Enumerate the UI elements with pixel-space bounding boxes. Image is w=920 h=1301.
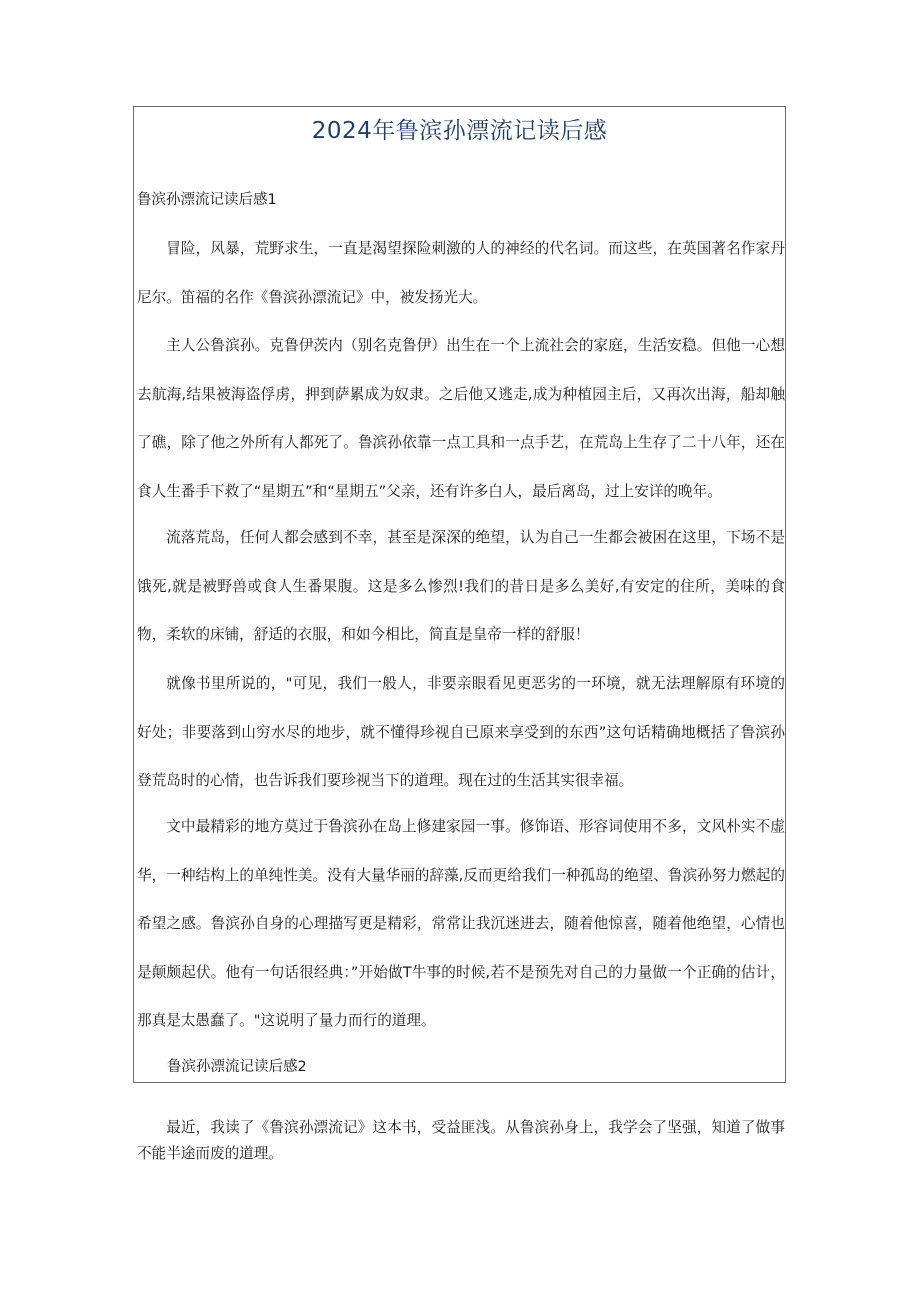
- document-title: 2024年鲁滨孙漂流记读后感: [311, 118, 608, 144]
- paragraph-2: 主人公鲁滨孙。克鲁伊茨内（别名克鲁伊）出生在一个上流社会的家庭，生活安稳。但他一心想去航海,结果被海盗俘虏，押到萨累成为奴隶。之后他又逃走,成为种植园主后，又再次出海，船却触了礁，除了他之外所有人都死了。鲁滨孙依靠一点工具和一点手艺，在荒岛上生存了二十八年，还在食人生番手下救了“星期五”和“星期五”父亲，还有许多白人，最后离岛，过上安详的晚年。: [137, 337, 785, 500]
- section-heading-2: 鲁滨孙漂流记读后感2: [167, 1059, 307, 1075]
- paragraph-4: 就像书里所说的，"可见，我们一般人，非要亲眼看见更恶劣的一环境，就无法理解原有环境的好处；非要落到山穷水尽的地步，就不懂得珍视自已原来享受到的东西”这句话精确地概括了鲁滨孙登荒岛时的心情，也告诉我们要珍视当下的道理。现在过的生活其实很幸福。: [137, 675, 785, 789]
- paragraph-6: 最近，我读了《鲁滨孙漂流记》这本书，受益匪浅。从鲁滨孙身上，我学会了坚强，知道了做事不能半途而废的道理。: [137, 1119, 785, 1162]
- paragraph-3: 流落荒岛，任何人都会感到不幸，甚至是深深的绝望，认为自己一生都会被困在这里，下场不是饿死,就是被野兽或食人生番果腹。这是多么惨烈!我们的昔日是多么美好,有安定的住所，美味的食物，柔软的床铺，舒适的衣服，和如今相比，简直是皇帝一样的舒服！: [137, 529, 785, 643]
- paragraph-5: 文中最精彩的地方莫过于鲁滨孙在岛上修建家园一事。修饰语、形容词使用不多，文风朴实不虚华，一种结构上的单纯性美。没有大量华丽的辞藻,反而更给我们一种孤岛的绝望、鲁滨孙努力燃起的希望之感。鲁滨孙自身的心理描写更是精彩，常常让我沉迷进去，随着他惊喜，随着他绝望，心情也是颠颇起伏。他有一句话很经典：”开始做T牛事的时候,若不是预先对自己的力量做一个正确的估计，那真是太愚蠢了。"这说明了量力而行的道理。: [137, 818, 785, 1029]
- section-heading-1: 鲁滨孙漂流记读后感1: [137, 192, 277, 208]
- paragraph-1: 冒险，风暴，荒野求生，一直是渴望探险刺激的人的神经的代名词。而这些，在英国著名作家丹尼尔。笛福的名作《鲁滨孙漂流记》中，被发扬光大。: [137, 240, 785, 306]
